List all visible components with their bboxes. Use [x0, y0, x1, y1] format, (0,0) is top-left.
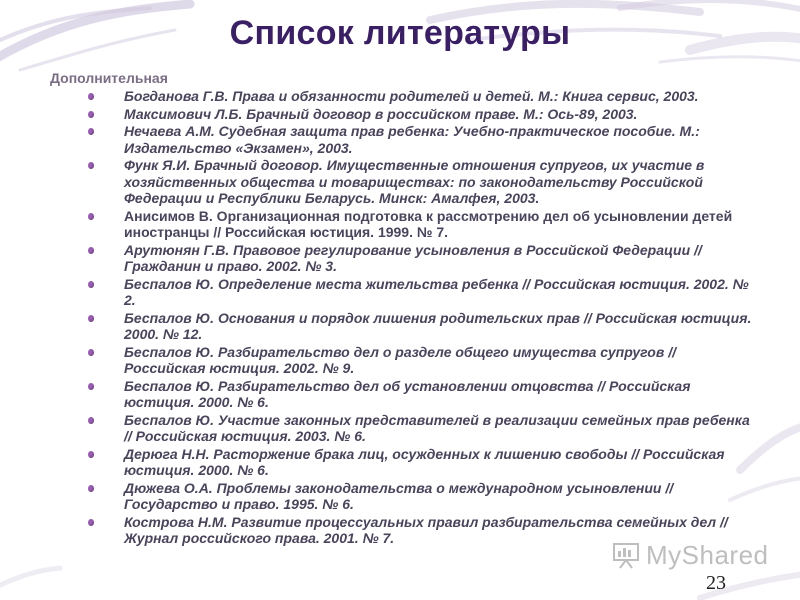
reference-text: Беспалов Ю. Определение места жительства ребенка // Российская юстиция. 2002. № 2. — [124, 275, 749, 308]
reference-item — [88, 88, 758, 104]
slide-title: Список литературы — [229, 14, 571, 52]
reference-text: Анисимов В. Организационная подготовка к рассмотрению дел об усыновлении детей иностранцы // Российская юстиция. 1999. № 7. — [124, 207, 733, 240]
reference-text: Богданова Г.В. Права и обязанности родителей и детей. М.: Книга сервис, 2003. — [124, 88, 699, 104]
reference-item — [88, 208, 758, 241]
page-number: 23 — [706, 572, 726, 594]
bullet-icon — [88, 128, 94, 135]
reference-item — [88, 344, 758, 377]
bullet-icon — [88, 383, 94, 390]
bullet-icon — [88, 281, 94, 288]
bullet-icon — [88, 417, 94, 424]
bullet-icon — [88, 111, 94, 118]
reference-text: Дюжева О.А. Проблемы законодательства о международном усыновлении // Государство и право. 1995. № 6. — [124, 479, 674, 512]
reference-item — [88, 378, 758, 411]
watermark-logo — [612, 540, 769, 570]
reference-text: Функ Я.И. Брачный договор. Имущественные отношения супругов, их участие в хозяйственных общества и товариществах: по законодательству Российской Федерации и Республики Беларусь. Минск: Амалфея, 2003. — [124, 157, 705, 206]
reference-text: Максимович Л.Б. Брачный договор в российском праве. М.: Ось-89, 2003. — [124, 105, 638, 122]
reference-text: Беспалов Ю. Разбирательство дел о разделе общего имущества супругов // Российская юстиция. 2002. № 9. — [124, 343, 676, 376]
bullet-icon — [88, 485, 94, 492]
reference-item — [88, 412, 758, 445]
bullet-icon — [88, 247, 94, 254]
presentation-icon — [612, 541, 642, 569]
bullet-icon — [88, 451, 94, 458]
bullet-icon — [88, 519, 94, 526]
reference-text: Дерюга Н.Н. Расторжение брака лиц, осужденных к лишению свободы // Российская юстиция. 2000. № 6. — [124, 445, 725, 478]
reference-item — [88, 123, 758, 156]
reference-text: Арутюнян Г.В. Правовое регулирование усыновления в Российской Федерации // Гражданин и право. 2002. № 3. — [124, 241, 702, 274]
bullet-icon — [88, 93, 94, 100]
watermark-text: MyShared — [646, 539, 769, 570]
bullet-icon — [88, 213, 94, 220]
reference-text: Беспалов Ю. Участие законных представителей в реализации семейных прав ребенка // Российская юстиция. 2003. № 6. — [124, 411, 750, 444]
reference-item — [88, 157, 758, 206]
reference-item — [88, 480, 758, 513]
reference-list — [88, 88, 758, 548]
reference-item — [88, 310, 758, 343]
bullet-icon — [88, 162, 94, 169]
reference-text: Нечаева А.М. Судебная защита прав ребенка: Учебно-практическое пособие. М.: Издательство «Экзамен», 2003. — [124, 123, 700, 156]
section-subtitle: Дополнительная — [50, 70, 168, 86]
reference-text: Беспалов Ю. Основания и порядок лишения родительских прав // Российская юстиция. 2000. № 12. — [124, 309, 752, 342]
reference-item — [88, 242, 758, 275]
bullet-icon — [88, 349, 94, 356]
bullet-icon — [88, 315, 94, 322]
reference-item — [88, 446, 758, 479]
reference-item — [88, 106, 758, 122]
reference-text: Беспалов Ю. Разбирательство дел об установлении отцовства // Российская юстиция. 2000. № 6. — [124, 377, 691, 410]
reference-item — [88, 276, 758, 309]
reference-text: Кострова Н.М. Развитие процессуальных правил разбирательства семейных дел // Журнал российского права. 2001. № 7. — [124, 513, 728, 546]
